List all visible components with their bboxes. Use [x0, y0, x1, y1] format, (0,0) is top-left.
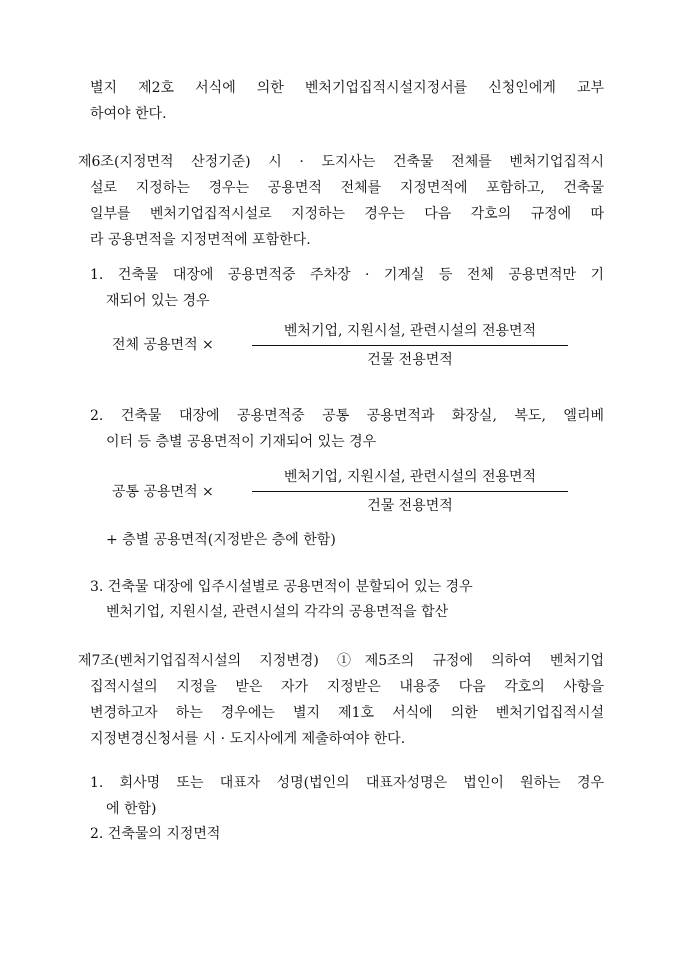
art6-item2-numerator: 벤처기업, 지원시설, 관련시설의 전용면적: [283, 469, 537, 485]
art7-item2-line-1: 2. 건축물의 지정면적: [90, 826, 221, 842]
art7-line-2: 집적시설의 지정을 받은 자가 지정받은 내용중 다음 각호의 사항을: [90, 679, 604, 695]
art7-line-3: 변경하고자 하는 경우에는 별지 제1호 서식에 의한 벤처기업집적시설: [90, 705, 604, 721]
art6-item2-denominator: 건물 전용면적: [367, 498, 453, 514]
art5-tail-line-2: 하여야 한다.: [90, 106, 167, 122]
art7-line-1: 제7조(벤처기업집적시설의 지정변경) ①제5조의 규정에 의하여 벤처기업: [78, 653, 604, 669]
art6-item1-line-1: 1. 건축물 대장에 공용면적중 주차장 · 기계실 등 전체 공용면적만 기: [90, 267, 604, 283]
art6-item1-denominator: 건물 전용면적: [367, 352, 453, 368]
art5-tail-line-1: 별지 제2호 서식에 의한 벤처기업집적시설지정서를 신청인에게 교부: [90, 80, 604, 96]
art7-line-4: 지정변경신청서를 시 · 도지사에게 제출하여야 한다.: [90, 731, 406, 747]
art6-item1-numerator: 벤처기업, 지원시설, 관련시설의 전용면적: [283, 323, 537, 339]
art6-line-3: 일부를 벤처기업집적시설로 지정하는 경우는 다음 각호의 규정에 따: [90, 206, 604, 222]
art6-line-4: 라 공용면적을 지정면적에 포함한다.: [90, 232, 311, 248]
art6-item2-fraction-bar: [252, 491, 568, 492]
art6-item1-fraction-bar: [252, 345, 568, 346]
art6-item1-formula-left: 전체 공용면적 ×: [112, 337, 214, 353]
art6-line-1: 제6조(지정면적 산정기준) 시 · 도지사는 건축물 전체를 벤처기업집적시: [78, 154, 604, 170]
art6-item2-plus-line: + 층별 공용면적(지정받은 층에 한함): [106, 532, 336, 548]
art6-item3-line-2: 벤처기업, 지원시설, 관련시설의 각각의 공용면적을 합산: [106, 604, 449, 620]
art6-item2-line-2: 이터 등 층별 공용면적이 기재되어 있는 경우: [106, 434, 377, 450]
art7-item1-line-1: 1. 회사명 또는 대표자 성명(법인의 대표자성명은 법인이 원하는 경우: [90, 775, 604, 791]
art7-item1-line-2: 에 한함): [106, 801, 157, 817]
art6-item2-formula-left: 공통 공용면적 ×: [112, 484, 214, 500]
art6-line-2: 설로 지정하는 경우는 공용면적 전체를 지정면적에 포함하고, 건축물: [90, 180, 604, 196]
art6-item3-line-1: 3. 건축물 대장에 입주시설별로 공용면적이 분할되어 있는 경우: [90, 579, 473, 595]
art6-item2-line-1: 2. 건축물 대장에 공용면적중 공통 공용면적과 화장실, 복도, 엘리베: [90, 408, 604, 424]
art6-item1-line-2: 재되어 있는 경우: [106, 293, 210, 309]
